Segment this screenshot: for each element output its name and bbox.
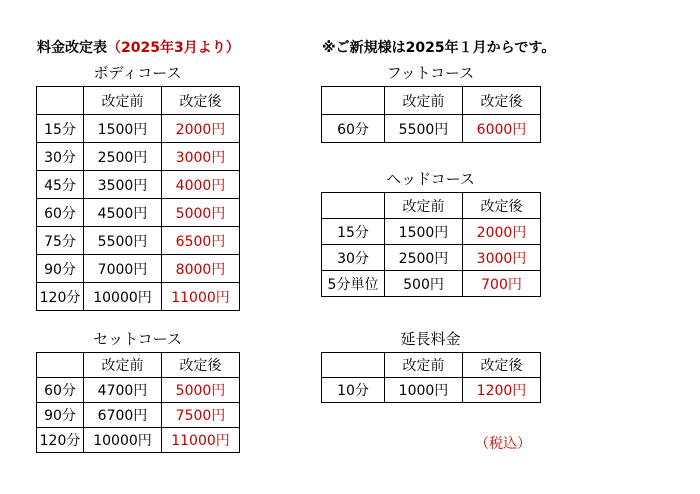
price-after-cell: 7500円 [162, 403, 240, 428]
tax-included-note: （税込） [475, 436, 531, 452]
table-row [322, 245, 541, 271]
price-before-cell: 10000円 [84, 283, 162, 311]
price-before-cell: 2500円 [385, 245, 463, 271]
price-before-cell: 3500円 [84, 171, 162, 199]
header-before: 改定前 [385, 193, 463, 219]
duration-cell: 15分 [37, 115, 84, 143]
duration-cell: 90分 [37, 255, 84, 283]
table-row [37, 115, 240, 143]
header-blank-cell [322, 353, 385, 378]
price-before-cell: 1000円 [385, 378, 463, 403]
duration-cell: 15分 [322, 219, 385, 245]
title-main: 料金改定表 [37, 40, 107, 56]
price-before-cell: 4500円 [84, 199, 162, 227]
duration-cell: 30分 [322, 245, 385, 271]
price-before-cell: 10000円 [84, 428, 162, 453]
price-before-cell: 6700円 [84, 403, 162, 428]
price-after-cell: 4000円 [162, 171, 240, 199]
header-after: 改定後 [463, 353, 541, 378]
price-before-cell: 1500円 [385, 219, 463, 245]
price-after-cell: 5000円 [162, 378, 240, 403]
price-after-cell: 11000円 [162, 283, 240, 311]
table-row [322, 115, 541, 143]
table-row [37, 283, 240, 311]
price-after-cell: 2000円 [162, 115, 240, 143]
duration-cell: 60分 [37, 378, 84, 403]
price-after-cell: 6000円 [463, 115, 541, 143]
table-row [37, 378, 240, 403]
header-after: 改定後 [162, 87, 240, 115]
duration-cell: 5分単位 [322, 271, 385, 297]
table-header-row [37, 87, 240, 115]
price-after-cell: 1200円 [463, 378, 541, 403]
table-row [37, 255, 240, 283]
duration-cell: 45分 [37, 171, 84, 199]
table-row [322, 378, 541, 403]
table-row [37, 428, 240, 453]
set-course-caption: セットコース [93, 330, 182, 348]
duration-cell: 10分 [322, 378, 385, 403]
table-row [322, 219, 541, 245]
header-after: 改定後 [463, 87, 541, 115]
header-before: 改定前 [84, 87, 162, 115]
price-before-cell: 7000円 [84, 255, 162, 283]
table-header-row [322, 87, 541, 115]
head-course-table [321, 192, 541, 297]
duration-cell: 30分 [37, 143, 84, 171]
extension-caption: 延長料金 [400, 330, 461, 348]
table-row [37, 227, 240, 255]
header-before: 改定前 [385, 87, 463, 115]
body-course-table [36, 86, 240, 311]
price-after-cell: 11000円 [162, 428, 240, 453]
price-before-cell: 500円 [385, 271, 463, 297]
price-after-cell: 3000円 [463, 245, 541, 271]
table-row [37, 171, 240, 199]
duration-cell: 75分 [37, 227, 84, 255]
header-blank-cell [322, 193, 385, 219]
new-customer-notice: ※ご新規様は2025年１月からです。 [322, 40, 556, 56]
price-before-cell: 1500円 [84, 115, 162, 143]
price-before-cell: 5500円 [84, 227, 162, 255]
price-after-cell: 6500円 [162, 227, 240, 255]
header-blank-cell [37, 353, 84, 378]
price-before-cell: 4700円 [84, 378, 162, 403]
price-before-cell: 2500円 [84, 143, 162, 171]
table-header-row [322, 193, 541, 219]
table-header-row [322, 353, 541, 378]
extension-table [321, 352, 541, 403]
price-after-cell: 8000円 [162, 255, 240, 283]
table-header-row [37, 353, 240, 378]
table-row [37, 403, 240, 428]
table-row [37, 143, 240, 171]
price-after-cell: 5000円 [162, 199, 240, 227]
price-after-cell: 2000円 [463, 219, 541, 245]
duration-cell: 60分 [322, 115, 385, 143]
duration-cell: 90分 [37, 403, 84, 428]
table-row [37, 199, 240, 227]
foot-course-caption: フットコース [386, 64, 475, 82]
price-before-cell: 5500円 [385, 115, 463, 143]
duration-cell: 120分 [37, 428, 84, 453]
title-effective-date: （2025年3月より） [107, 40, 240, 56]
header-before: 改定前 [84, 353, 162, 378]
foot-course-table [321, 86, 541, 143]
header-after: 改定後 [463, 193, 541, 219]
page-title [37, 37, 240, 57]
table-row [322, 271, 541, 297]
header-after: 改定後 [162, 353, 240, 378]
price-after-cell: 700円 [463, 271, 541, 297]
duration-cell: 60分 [37, 199, 84, 227]
header-blank-cell [322, 87, 385, 115]
header-blank-cell [37, 87, 84, 115]
body-course-caption: ボディコース [93, 64, 182, 82]
duration-cell: 120分 [37, 283, 84, 311]
header-before: 改定前 [385, 353, 463, 378]
set-course-table [36, 352, 240, 453]
price-after-cell: 3000円 [162, 143, 240, 171]
head-course-caption: ヘッドコース [386, 170, 475, 188]
